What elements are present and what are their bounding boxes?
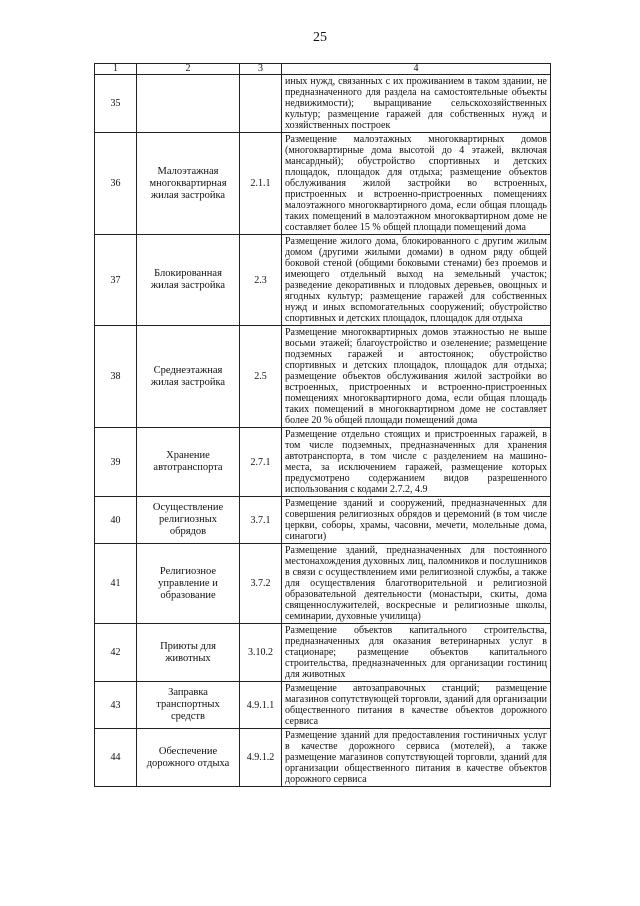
row-use-name: Хранение автотранспорта	[137, 428, 240, 497]
row-use-code: 2.7.1	[240, 428, 282, 497]
header-col-3: 3	[240, 64, 282, 75]
row-use-name: Блокированная жилая застройка	[137, 235, 240, 326]
row-use-code: 3.7.1	[240, 497, 282, 544]
row-number: 41	[95, 544, 137, 624]
row-description: Размещение отдельно стоящих и пристроенных гаражей, в том числе подземных, предназначенных для хранения автотранспорта, в том числе с разделением на машино-места, за исключением гаражей, размещение которых предусмотрено содержанием видов разрешенного использования с кодами 2.7.2, 4.9	[282, 428, 551, 497]
row-number: 35	[95, 75, 137, 133]
row-use-name: Религиозное управление и образование	[137, 544, 240, 624]
row-description: иных нужд, связанных с их проживанием в таком здании, не предназначенного для раздела на самостоятельные объекты недвижимости); выращивание сельскохозяйственных культур; размещение гаражей для собственных нужд и хозяйственных построек	[282, 75, 551, 133]
table-row	[95, 235, 551, 326]
row-use-code: 3.10.2	[240, 624, 282, 682]
table-row	[95, 326, 551, 428]
row-use-name: Среднеэтажная жилая застройка	[137, 326, 240, 428]
row-use-code: 2.3	[240, 235, 282, 326]
table-row	[95, 133, 551, 235]
row-number: 43	[95, 682, 137, 729]
header-col-2: 2	[137, 64, 240, 75]
row-use-code: 2.1.1	[240, 133, 282, 235]
table-row	[95, 75, 551, 133]
page-number: 25	[313, 30, 327, 45]
row-use-code: 4.9.1.1	[240, 682, 282, 729]
row-use-code: 2.5	[240, 326, 282, 428]
row-description: Размещение зданий и сооружений, предназначенных для совершения религиозных обрядов и церемоний (в том числе церкви, соборы, храмы, часовни, мечети, молельные дома, синагоги)	[282, 497, 551, 544]
table-row	[95, 729, 551, 787]
row-use-name: Малоэтажная многоквартирная жилая застройка	[137, 133, 240, 235]
table-row	[95, 497, 551, 544]
row-use-code	[240, 75, 282, 133]
row-number: 40	[95, 497, 137, 544]
header-col-4: 4	[282, 64, 551, 75]
row-use-code: 3.7.2	[240, 544, 282, 624]
row-number: 39	[95, 428, 137, 497]
row-description: Размещение жилого дома, блокированного с другим жилым домом (другими жилыми домами) в одном ряду общей боковой стеной (общими боковыми стенами) без проемов и имеющего отдельный выход на земельный участок; разведение декоративных и плодовых деревьев, овощных и ягодных культур; размещение гаражей для собственных нужд и иных вспомогательных сооружений; обустройство спортивных и детских площадок, площадок для отдыха	[282, 235, 551, 326]
header-col-1: 1	[95, 64, 137, 75]
row-use-code: 4.9.1.2	[240, 729, 282, 787]
table-row	[95, 682, 551, 729]
row-use-name: Заправка транспортных средств	[137, 682, 240, 729]
table-row	[95, 624, 551, 682]
row-use-name: Приюты для животных	[137, 624, 240, 682]
row-number: 38	[95, 326, 137, 428]
row-description: Размещение зданий для предоставления гостиничных услуг в качестве дорожного сервиса (мотелей), а также размещение магазинов сопутствующей торговли, зданий для организации общественного питания в качестве объектов дорожного сервиса	[282, 729, 551, 787]
row-number: 44	[95, 729, 137, 787]
row-number: 37	[95, 235, 137, 326]
row-description: Размещение малоэтажных многоквартирных домов (многоквартирные дома высотой до 4 этажей, включая мансардный); обустройство спортивных и детских площадок, площадок для отдыха; размещение объектов обслуживания жилой застройки во встроенных, пристроенных и встроенно-пристроенных помещениях малоэтажного многоквартирного дома, если общая площадь таких помещений в малоэтажном многоквартирном доме не составляет более 15 % общей площади помещений дома	[282, 133, 551, 235]
row-number: 42	[95, 624, 137, 682]
table-row	[95, 428, 551, 497]
row-use-name: Осуществление религиозных обрядов	[137, 497, 240, 544]
row-description: Размещение автозаправочных станций; размещение магазинов сопутствующей торговли, зданий для организации общественного питания в качестве объектов дорожного сервиса	[282, 682, 551, 729]
land-use-table	[94, 63, 551, 787]
row-number: 36	[95, 133, 137, 235]
row-description: Размещение многоквартирных домов этажностью не выше восьми этажей; благоустройство и озеленение; размещение подземных гаражей и автостоянок; обустройство спортивных и детских площадок, площадок для отдыха; размещение объектов обслуживания жилой застройки во встроенных, пристроенных и встроенно-пристроенных помещениях многоквартирного дома, если общая площадь таких помещений в многоквартирном доме не составляет более 20 % общей площади помещений дома	[282, 326, 551, 428]
row-description: Размещение зданий, предназначенных для постоянного местонахождения духовных лиц, паломников и послушников в связи с осуществлением ими религиозной службы, а также для осуществления благотворительной и религиозной образовательной деятельности (монастыри, скиты, дома священнослужителей, воскресные и религиозные школы, семинарии, духовные училища)	[282, 544, 551, 624]
row-description: Размещение объектов капитального строительства, предназначенных для оказания ветеринарных услуг в стационаре; размещение объектов капитального строительства, предназначенных для организации гостиниц для животных	[282, 624, 551, 682]
row-use-name: Обеспечение дорожного отдыха	[137, 729, 240, 787]
table-header-row	[95, 64, 551, 75]
table-row	[95, 544, 551, 624]
row-use-name	[137, 75, 240, 133]
